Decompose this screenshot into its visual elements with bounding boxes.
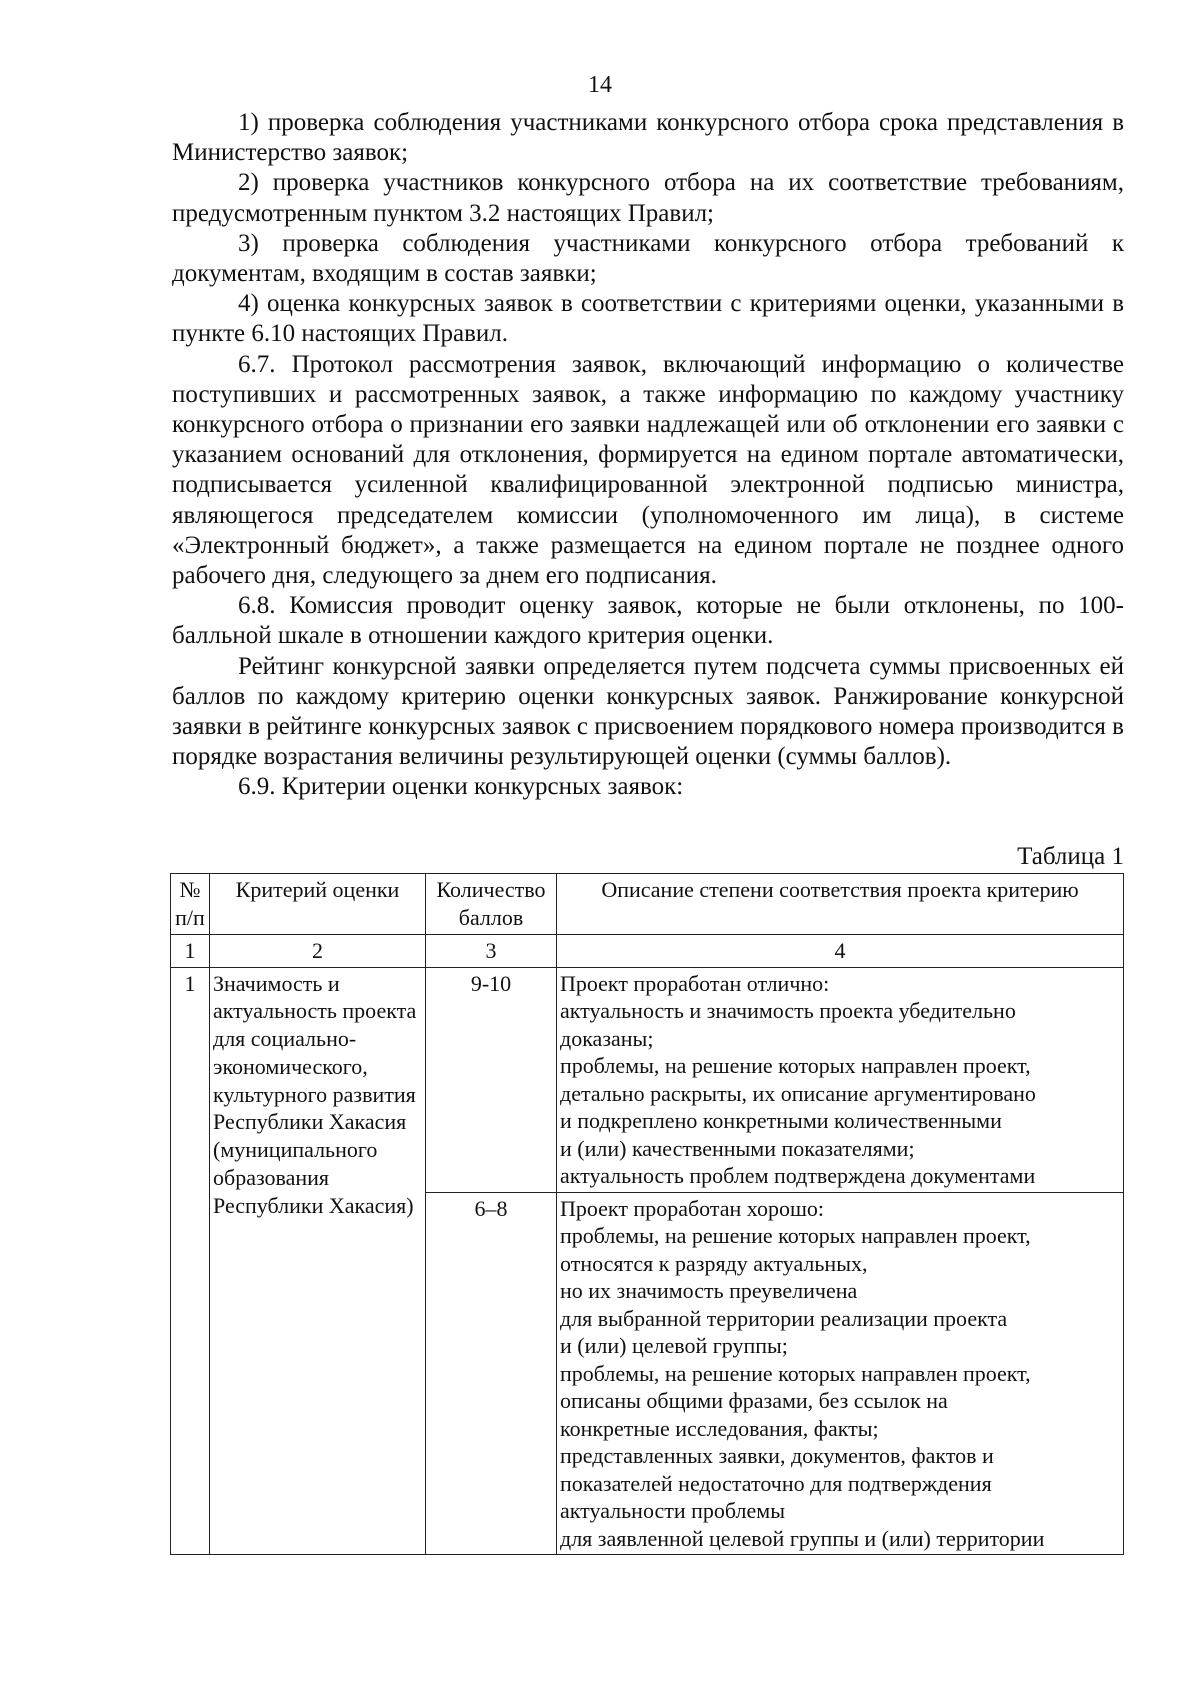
column-number-row bbox=[171, 935, 1124, 968]
column-number: 1 bbox=[171, 935, 210, 968]
description-line: актуальность проблем подтверждена документами bbox=[560, 1163, 1036, 1188]
paragraph-6-9: 6.9. Критерии оценки конкурсных заявок: bbox=[238, 773, 684, 801]
table-header-row bbox=[171, 874, 1124, 935]
description-line: актуальность и значимость проекта убедительно bbox=[560, 998, 1016, 1023]
paragraph-6-7: 6.7. Протокол рассмотрения заявок, включающий информацию о количестве поступивших и рассмотренных заявок, а также информацию по каждому участнику конкурсного отбора о признании его заявки надлежащей или об отклонении его заявки с указанием оснований для отклонения, формируется на едином портале автоматически, подписывается усиленной квалифицированной электронной подписью министра, являющегося председателем комиссии (уполномоченного им лица), в системе «Электронный бюджет», а также размещается на едином портале не позднее одного рабочего дня, следующего за днем его подписания. bbox=[172, 350, 1124, 590]
paragraph-item-3: 3) проверка соблюдения участниками конкурсного отбора требований к документам, входящим в состав заявки; bbox=[172, 229, 1124, 288]
level-description bbox=[557, 1192, 1124, 1555]
paragraph-rating: Рейтинг конкурсной заявки определяется путем подсчета суммы присвоенных ей баллов по каждому критерию оценки конкурсных заявок. Ранжирование конкурсной заявки в рейтинге конкурсных заявок с присвоением порядкового номера производится в порядке возрастания величины результирующей оценки (суммы баллов). bbox=[172, 652, 1124, 771]
description-line: для заявленной целевой группы и (или) территории bbox=[560, 1525, 1045, 1551]
page-number: 14 bbox=[588, 72, 612, 98]
header-num: № п/п bbox=[171, 874, 210, 935]
paragraph-6-8: 6.8. Комиссия проводит оценку заявок, которые не были отклонены, по 100-балльной шкале в отношении каждого критерия оценки. bbox=[172, 592, 1124, 650]
column-number: 2 bbox=[210, 935, 426, 968]
level-description bbox=[557, 967, 1124, 1192]
description-line: для выбранной территории реализации проекта bbox=[560, 1305, 1008, 1331]
description-line: описаны общими фразами, без ссылок на bbox=[560, 1388, 948, 1413]
description-line: и подкреплено конкретными количественными bbox=[560, 1108, 1002, 1133]
table-caption: Таблица 1 bbox=[1017, 843, 1124, 870]
header-description: Описание степени соответствия проекта критерию bbox=[557, 874, 1124, 935]
description-line: детально раскрыты, их описание аргументировано bbox=[560, 1080, 1036, 1106]
criterion-text: Значимость и актуальность проекта для социально-экономического, культурного развития Республики Хакасия (муниципального образования Республики Хакасия) bbox=[210, 967, 426, 1555]
description-line: проблемы, на решение которых направлен проект, bbox=[560, 1223, 1031, 1248]
header-criterion: Критерий оценки bbox=[210, 874, 426, 935]
paragraph-item-2: 2) проверка участников конкурсного отбора на их соответствие требованиям, предусмотренным пунктом 3.2 настоящих Правил; bbox=[172, 169, 1124, 227]
description-line: представленных заявки, документов, фактов и bbox=[560, 1443, 994, 1468]
table-row bbox=[171, 967, 1124, 1192]
header-score: Количество баллов bbox=[426, 874, 557, 935]
description-line: проблемы, на решение которых направлен проект, bbox=[560, 1053, 1031, 1078]
paragraph-item-1: 1) проверка соблюдения участниками конкурсного отбора срока представления в Министерство заявок; bbox=[172, 109, 1124, 167]
description-line: доказаны; bbox=[560, 1025, 654, 1051]
column-number: 3 bbox=[426, 935, 557, 968]
description-line: актуальности проблемы bbox=[560, 1498, 786, 1523]
row-num: 1 bbox=[171, 967, 210, 1555]
score-range: 9-10 bbox=[426, 967, 557, 1192]
description-line: и (или) качественными показателями; bbox=[560, 1135, 915, 1161]
description-line: конкретные исследования, факты; bbox=[560, 1415, 879, 1441]
description-line: относятся к разряду актуальных, bbox=[560, 1250, 868, 1276]
criteria-table bbox=[170, 873, 1124, 1555]
description-line: Проект проработан хорошо: bbox=[560, 1195, 825, 1221]
paragraph-item-4: 4) оценка конкурсных заявок в соответствии с критериями оценки, указанными в пункте 6.10 настоящих Правил. bbox=[172, 290, 1124, 348]
score-range: 6–8 bbox=[426, 1192, 557, 1555]
description-line: но их значимость преувеличена bbox=[560, 1278, 858, 1303]
description-line: показателей недостаточно для подтверждения bbox=[560, 1470, 992, 1496]
document-body bbox=[172, 108, 1124, 803]
description-line: проблемы, на решение которых направлен проект, bbox=[560, 1360, 1031, 1386]
description-line: и (или) целевой группы; bbox=[560, 1333, 788, 1358]
description-line: Проект проработан отлично: bbox=[560, 970, 830, 996]
column-number: 4 bbox=[557, 935, 1124, 968]
